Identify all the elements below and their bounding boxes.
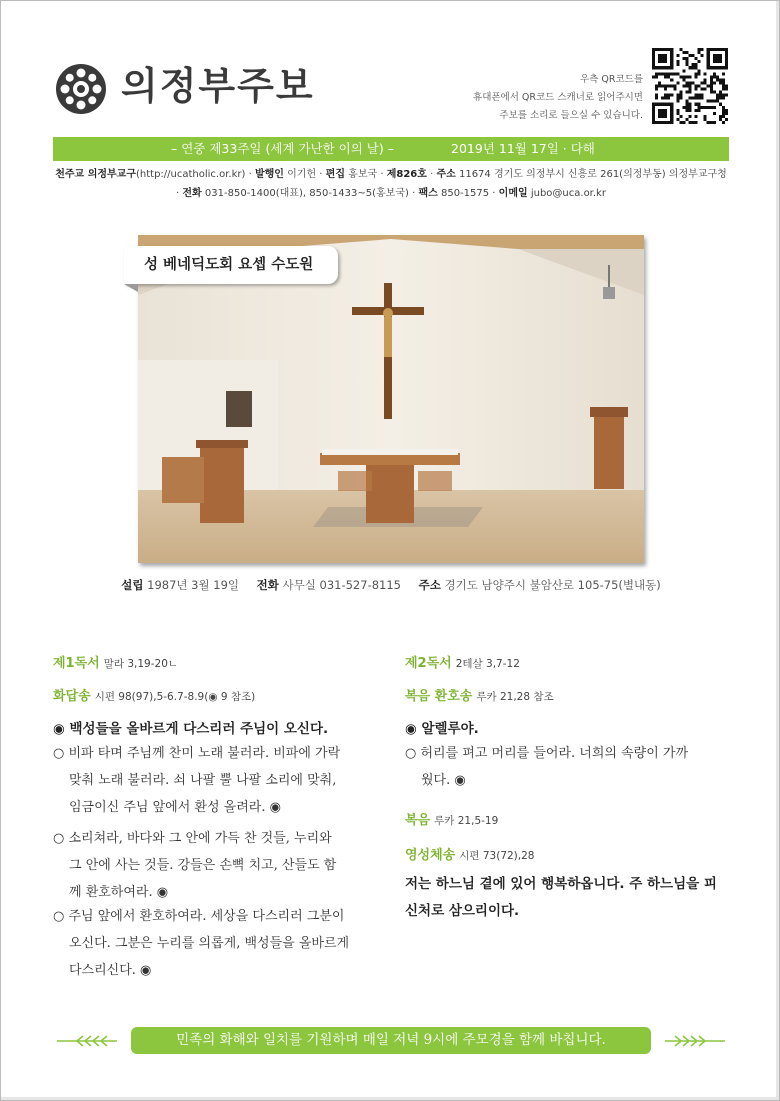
alleluia-verse: ○ 허리를 펴고 머리를 들어라. 너희의 속량이 가까 웠다. ◉: [405, 746, 689, 788]
first-reading: 제1독서 말라 3,19-20ㄴ: [53, 656, 179, 671]
responsorial-psalm: 화답송 시편 98(97),5-6.7-8.9(◉ 9 참조): [53, 689, 256, 704]
chapel-photo: [138, 235, 644, 563]
bulletin-title: 의정부주보: [121, 63, 315, 108]
issue-date: 2019년 11월 17일 · 다해: [451, 141, 595, 156]
gospel-acclamation: 복음 환호송 루카 21,28 참조: [405, 689, 554, 704]
psalm-response: ◉ 백성들을 올바르게 다스리러 주님이 오신다.: [53, 721, 329, 737]
diocese-logo-icon: [55, 63, 107, 115]
contact-email[interactable]: jubo@uca.or.kr: [530, 188, 606, 199]
psalm-verse: ○ 주님 앞에서 환호하여라. 세상을 다스리러 그분이 오신다. 그분은 누리를 의롭게, 백성들을 올바르게 다스리신다. ◉: [53, 909, 350, 978]
communion-antiphon: 영성체송 시편 73(72),28: [405, 848, 535, 863]
qr-code-icon[interactable]: [652, 48, 728, 124]
publisher-info-line-2: · 전화 031-850-1400(대표), 850-1433~5(홍보국) · 팩스 850-1575 · 이메일 jubo@uca.or.kr: [176, 188, 606, 199]
tag-fold: [124, 284, 138, 292]
liturgical-occasion: – 연중 제33주일 (세계 가난한 이의 날) –: [171, 141, 394, 156]
psalm-verse: ○ 비파 타며 주님께 찬미 노래 불러라. 비파에 가락 맞춰 노래 불러라. 쇠 나팔 뿔 나팔 소리에 맞춰, 임금이신 주님 앞에서 환성 올려라. ◉: [53, 746, 341, 815]
alleluia-response: ◉ 알렐루야.: [405, 721, 479, 737]
monastery-info: 설립 1987년 3월 19일 전화 사무실 031-527-8115 주소 경기도 남양주시 불암산로 105-75(별내동): [121, 578, 661, 592]
publisher-info-line-1: 천주교 의정부교구(http://ucatholic.or.kr) · 발행인 이기헌 · 편집 홍보국 · 제826호 · 주소 11674 경기도 의정부시 신흥로 261(의정부동) 의정부교구청: [55, 169, 727, 180]
psalm-verse: ○ 소리쳐라, 바다와 그 안에 가득 찬 것들, 누리와 그 안에 사는 것들. 강들은 손뼉 치고, 산들도 함 께 환호하여라. ◉: [53, 831, 337, 900]
gospel-reading: 복음 루카 21,5-19: [405, 813, 499, 828]
diocese-url[interactable]: (http://ucatholic.or.kr): [136, 169, 246, 180]
qr-note: 우측 QR코드를 휴대폰에서 QR코드 스캐너로 읽어주시면 주보를 소리로 들으실 수 있습니다.: [473, 74, 643, 121]
vine-ornament-right-icon: [665, 1033, 725, 1049]
issue-number: 제826호: [386, 169, 427, 180]
vine-ornament-left-icon: [57, 1033, 117, 1049]
feature-title-tag: 성 베네딕도회 요셉 수도원: [124, 246, 338, 284]
communion-text: 저는 하느님 곁에 있어 행복하옵니다. 주 하느님을 피 신처로 삼으리이다.: [405, 876, 717, 919]
prayer-banner: 민족의 화해와 일치를 기원하며 매일 저녁 9시에 주모경을 함께 바칩니다.: [131, 1027, 651, 1054]
issue-date-bar: [53, 137, 729, 161]
second-reading: 제2독서 2테살 3,7-12: [405, 656, 520, 671]
